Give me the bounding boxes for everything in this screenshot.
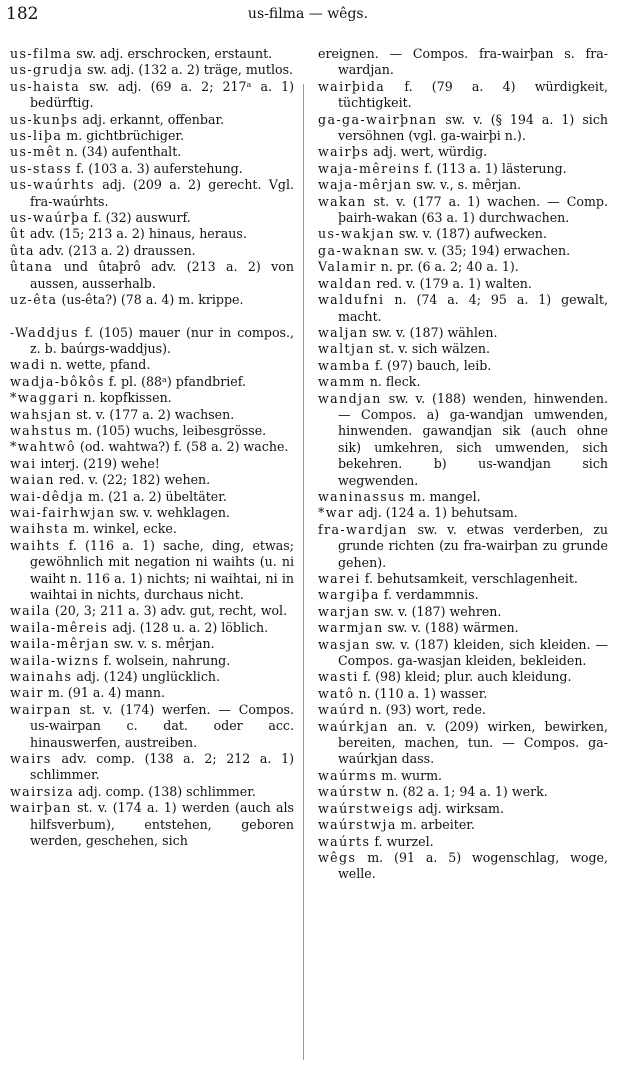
- dictionary-entry: [10, 177, 294, 210]
- dictionary-entry: [10, 112, 294, 128]
- entry-headword: wainahs: [10, 669, 73, 685]
- entry-headword: wairs: [10, 751, 52, 767]
- entry-definition: (od. wahtwa?) f. (58 a. 2) wache.: [75, 439, 289, 455]
- entry-headword: ga-ga-wairþnan: [318, 111, 438, 127]
- page-number: 182: [6, 4, 39, 24]
- dictionary-entry: [318, 374, 608, 390]
- entry-definition: sw. adj. erschrocken, erstaunt.: [72, 46, 273, 61]
- entry-definition: n. wette, pfand.: [45, 357, 151, 373]
- entry-headword: us-wakjan: [318, 226, 395, 242]
- entry-definition: n. (110 a. 1) wasser.: [354, 685, 488, 701]
- entry-definition: f. wolsein, nahrung.: [99, 652, 231, 668]
- dictionary-entry: [10, 243, 294, 259]
- entry-definition: f. verdammnis.: [379, 587, 479, 603]
- dictionary-entry: [10, 374, 294, 390]
- entry-headword: wasjan: [318, 636, 371, 652]
- dictionary-entry: [10, 292, 294, 308]
- entry-headword: waihts: [10, 537, 61, 553]
- entry-headword: waúrstweigs: [318, 800, 415, 816]
- entry-definition: sw. v., s. mêrjan.: [412, 177, 522, 193]
- entry-definition: sw. v. wehklagen.: [115, 504, 230, 520]
- entry-definition: f. (79 a. 4) würdigkeit, tüchtigkeit.: [338, 78, 608, 111]
- entry-definition: an. v. (209) wirken, bewirken, bereiten, machen, tun. — Compos. ga-waúrkjan dass.: [338, 718, 608, 767]
- entry-definition: m. gichtbrüchiger.: [62, 128, 185, 144]
- dictionary-entry: [10, 636, 294, 652]
- dictionary-entry: [318, 325, 608, 341]
- dictionary-entry: [318, 112, 608, 145]
- dictionary-entry: [318, 571, 608, 587]
- dictionary-entry: [318, 194, 608, 227]
- entry-headword: wahstus: [10, 422, 73, 438]
- entry-headword: wair: [10, 685, 44, 701]
- entry-headword: wadi: [10, 357, 46, 373]
- dictionary-entry: [318, 276, 608, 292]
- dictionary-entry: [10, 489, 294, 505]
- dictionary-entry: [10, 538, 294, 604]
- dictionary-entry: [10, 669, 294, 685]
- entry-definition: m. winkel, ecke.: [69, 521, 177, 537]
- dictionary-entry: [318, 489, 608, 505]
- entry-definition: f. (32) auswurf.: [89, 210, 191, 226]
- entry-definition: st. v. (174) werfen. — Compos. us-wairpan c. dat. oder acc. hinauswerfen, austreiben.: [30, 701, 294, 750]
- entry-definition: f. wurzel.: [370, 833, 434, 849]
- entry-headword: wairþs: [318, 144, 370, 160]
- entry-headword: wairþan: [10, 800, 72, 816]
- entry-definition: adv. (213 a. 2) draussen.: [34, 242, 196, 258]
- entry-definition: adv. comp. (138 a. 2; 212 a. 1) schlimmer.: [30, 751, 294, 783]
- dictionary-entry: [10, 423, 294, 439]
- dictionary-entry: [10, 751, 294, 784]
- running-head: us-filma — wêgs.: [247, 6, 369, 22]
- entry-definition: red. v. (179 a. 1) walten.: [372, 275, 532, 291]
- entry-headword: *waggari: [10, 390, 80, 406]
- dictionary-entry: [10, 456, 294, 472]
- dictionary-entry: [10, 800, 294, 849]
- entry-definition: sw. adj. (132 a. 2) träge, mutlos.: [83, 62, 294, 78]
- entry-headword: wadja-bôkôs: [10, 373, 105, 389]
- entry-definition: st. v. (174 a. 1) werden (auch als hilfsverbum), entstehen, geboren werden, geschehen, sich: [30, 800, 294, 849]
- dictionary-entry: [10, 390, 294, 406]
- entry-headword: waila: [10, 603, 51, 619]
- entry-headword: waila-mêreis: [10, 619, 109, 635]
- dictionary-entry: [318, 850, 608, 883]
- entry-headword: waian: [10, 472, 55, 488]
- dictionary-entry: [318, 834, 608, 850]
- entry-headword: Valamir: [318, 259, 377, 275]
- entry-definition: ereignen. — Compos. fra-wairþan s. fra-wardjan.: [318, 46, 608, 78]
- dictionary-entry: [318, 669, 608, 685]
- dictionary-entry: [318, 391, 608, 489]
- entry-headword: -Waddjus: [10, 324, 79, 340]
- entry-definition: m. (91 a. 4) mann.: [43, 685, 165, 701]
- entry-definition: f. (116 a. 1) sache, ding, etwas; gewöhnlich mit negation ni waihts (u. ni waiht n. 116 a. 1) nichts; ni waihtai, ni in waihtai in nichts, durchaus nicht.: [30, 537, 294, 602]
- entry-headword: waila-wizns: [10, 652, 100, 668]
- entry-headword: wakan: [318, 193, 367, 209]
- dictionary-entry: [10, 161, 294, 177]
- entry-headword: us-stass: [10, 160, 72, 176]
- entry-definition: m. (105) wuchs, leibesgrösse.: [72, 422, 267, 438]
- dictionary-entry: [318, 79, 608, 112]
- entry-definition: adj. wirksam.: [414, 800, 505, 816]
- entry-definition: st. v. (177 a. 2) wachsen.: [72, 406, 235, 422]
- entry-headword: fra-wardjan: [318, 521, 408, 537]
- entry-definition: f. (113 a. 1) lästerung.: [420, 160, 567, 176]
- dictionary-entry: [10, 259, 294, 292]
- entry-headword: wahsjan: [10, 406, 73, 422]
- entry-headword: *wahtwô: [10, 439, 76, 455]
- dictionary-entry: [318, 784, 608, 800]
- entry-definition: sw. v. (188) wenden, hinwenden. — Compos. a) ga-wandjan umwenden, hinwenden. gawandjan sik (auch ohne sik) umkehren, sich umwenden, sich bekehren. b) us-wandjan sich wegwenden.: [338, 390, 608, 488]
- entry-definition: f. (97) bauch, leib.: [370, 357, 492, 373]
- left-column: [10, 46, 294, 850]
- dictionary-entry: [10, 620, 294, 636]
- entry-definition: sw. v. s. mêrjan.: [109, 636, 215, 652]
- entry-definition: sw. v. (187) wehren.: [370, 603, 502, 619]
- dictionary-entry: [318, 46, 608, 79]
- dictionary-entry: [318, 505, 608, 521]
- dictionary-entry: [318, 341, 608, 357]
- entry-headword: wai-dêdja: [10, 488, 85, 504]
- dictionary-entry: [318, 719, 608, 768]
- entry-headword: waúrstw: [318, 784, 383, 800]
- entry-headword: *war: [318, 505, 355, 521]
- dictionary-entry: [10, 128, 294, 144]
- entry-definition: f. (105) mauer (nur in compos., z. b. baúrgs-waddjus).: [30, 324, 294, 356]
- entry-headword: watô: [318, 685, 355, 701]
- entry-headword: wai: [10, 455, 37, 471]
- entry-headword: waltjan: [318, 341, 375, 357]
- entry-headword: waninassus: [318, 488, 406, 504]
- dictionary-entry: [318, 801, 608, 817]
- dictionary-entry: [10, 439, 294, 455]
- entry-definition: (20, 3; 211 a. 3) adv. gut, recht, wol.: [50, 603, 288, 619]
- entry-headword: wairsiza: [10, 783, 75, 799]
- entry-definition: n. (82 a. 1; 94 a. 1) werk.: [382, 784, 548, 800]
- entry-definition: red. v. (22; 182) wehen.: [54, 472, 211, 488]
- column-divider: [303, 84, 304, 1060]
- entry-headword: waldufni: [318, 292, 385, 308]
- entry-definition: sw. v. (187) aufwecken.: [394, 226, 547, 242]
- entry-headword: ût: [10, 226, 26, 242]
- entry-definition: adj. comp. (138) schlimmer.: [74, 783, 256, 799]
- dictionary-entry: [318, 604, 608, 620]
- dictionary-entry: [10, 653, 294, 669]
- entry-definition: adv. (15; 213 a. 2) hinaus, heraus.: [25, 226, 247, 242]
- dictionary-entry: [318, 620, 608, 636]
- entry-headword: waúrd: [318, 702, 366, 718]
- entry-headword: waúrkjan: [318, 718, 389, 734]
- entry-headword: us-liþa: [10, 128, 63, 144]
- entry-definition: m. mangel.: [405, 488, 481, 504]
- dictionary-entry: [318, 161, 608, 177]
- dictionary-entry: [10, 325, 294, 358]
- dictionary-entry: [318, 226, 608, 242]
- dictionary-entry: [10, 521, 294, 537]
- entry-headword: waja-mêreins: [318, 160, 421, 176]
- entry-headword: ga-waknan: [318, 242, 401, 258]
- entry-definition: adj. (124 a. 1) behutsam.: [354, 505, 518, 521]
- entry-headword: waúrts: [318, 833, 371, 849]
- entry-definition: f. pl. (88ᵃ) pfandbrief.: [104, 373, 246, 389]
- entry-headword: ûta: [10, 242, 35, 258]
- dictionary-entry: [10, 685, 294, 701]
- entry-definition: m. (91 a. 5) wogenschlag, woge, welle.: [338, 849, 608, 882]
- entry-headword: warjan: [318, 603, 371, 619]
- dictionary-entry: [10, 472, 294, 488]
- entry-headword: wairpan: [10, 701, 72, 717]
- entry-headword: waldan: [318, 275, 373, 291]
- entry-definition: n. kopfkissen.: [79, 390, 172, 406]
- entry-headword: warmjan: [318, 620, 384, 636]
- entry-headword: wamba: [318, 357, 371, 373]
- dictionary-entry: [10, 226, 294, 242]
- entry-definition: f. (103 a. 3) auferstehung.: [72, 160, 243, 176]
- dictionary-entry: [318, 686, 608, 702]
- dictionary-entry: [10, 702, 294, 751]
- entry-headword: us-filma: [10, 46, 73, 61]
- entry-headword: us-waúrþa: [10, 210, 90, 226]
- entry-definition: und ûtaþrô adv. (213 a. 2) von aussen, ausserhalb.: [30, 259, 294, 291]
- entry-definition: n. pr. (6 a. 2; 40 a. 1).: [376, 259, 519, 275]
- entry-definition: adj. (124) unglücklich.: [72, 669, 220, 685]
- entry-definition: adj. wert, würdig.: [369, 144, 488, 160]
- entry-definition: m. wurm.: [377, 767, 443, 783]
- entry-headword: wai-fairhwjan: [10, 504, 116, 520]
- entry-definition: m. (21 a. 2) übeltäter.: [84, 488, 227, 504]
- dictionary-entry: [318, 292, 608, 325]
- entry-definition: sw. v. (188) wärmen.: [383, 620, 519, 636]
- entry-headword: waúrms: [318, 767, 378, 783]
- page-header: [6, 4, 610, 26]
- entry-definition: sw. v. (187) kleiden, sich kleiden. — Compos. ga-wasjan kleiden, bekleiden.: [338, 636, 608, 669]
- dictionary-entry: [318, 768, 608, 784]
- entry-definition: n. (34) aufenthalt.: [61, 144, 182, 160]
- entry-headword: uz-êta: [10, 292, 58, 308]
- entry-headword: wargiþa: [318, 587, 380, 603]
- entry-definition: adj. (128 u. a. 2) löblich.: [108, 619, 269, 635]
- entry-definition: (us-êta?) (78 a. 4) m. krippe.: [57, 292, 244, 308]
- entry-headword: wamm: [318, 374, 366, 390]
- entry-definition: st. v. (177 a. 1) wachen. — Comp. þairh-wakan (63 a. 1) durchwachen.: [338, 193, 608, 226]
- entry-definition: adj. (209 a. 2) gerecht. Vgl. fra-waúrhts.: [30, 177, 294, 209]
- entry-headword: waúrstwja: [318, 817, 397, 833]
- entry-headword: us-kunþs: [10, 111, 79, 127]
- entry-headword: us-waúrhts: [10, 177, 95, 193]
- dictionary-entry: [10, 784, 294, 800]
- dictionary-entry: [318, 259, 608, 275]
- dictionary-entry: [10, 79, 294, 112]
- dictionary-entry: [10, 144, 294, 160]
- dictionary-entry: [10, 357, 294, 373]
- dictionary-entry: [318, 637, 608, 670]
- entry-headword: us-mêt: [10, 144, 62, 160]
- entry-definition: sw. v. (§ 194 a. 1) sich versöhnen (vgl. ga-wairþi n.).: [338, 111, 608, 144]
- entry-headword: wasti: [318, 669, 359, 685]
- entry-headword: wandjan: [318, 390, 382, 406]
- right-column: [318, 46, 608, 883]
- entry-definition: n. (74 a. 4; 95 a. 1) gewalt, macht.: [338, 292, 608, 324]
- dictionary-entry: [318, 702, 608, 718]
- entry-definition: st. v. sich wälzen.: [374, 341, 491, 357]
- entry-headword: waila-mêrjan: [10, 636, 110, 652]
- entry-definition: sw. adj. (69 a. 2; 217ᵃ a. 1) bedürftig.: [30, 78, 294, 111]
- entry-definition: sw. v. (187) wählen.: [368, 324, 498, 340]
- entry-definition: n. fleck.: [365, 374, 421, 390]
- entry-headword: wêgs: [318, 849, 357, 865]
- entry-headword: waihsta: [10, 521, 70, 537]
- dictionary-entry: [318, 243, 608, 259]
- dictionary-entry: [318, 144, 608, 160]
- entry-definition: interj. (219) wehe!: [36, 455, 160, 471]
- dictionary-entry: [10, 505, 294, 521]
- entry-headword: ûtana: [10, 259, 54, 275]
- dictionary-entry: [10, 210, 294, 226]
- dictionary-entry: [10, 46, 294, 62]
- dictionary-entry: [318, 587, 608, 603]
- entry-definition: f. behutsamkeit, verschlagenheit.: [360, 571, 578, 586]
- entry-definition: adj. erkannt, offenbar.: [78, 111, 225, 127]
- dictionary-entry: [318, 817, 608, 833]
- entry-headword: us-haista: [10, 78, 81, 94]
- dictionary-entry: [10, 603, 294, 619]
- dictionary-entry: [318, 358, 608, 374]
- entry-definition: m. arbeiter.: [396, 817, 475, 833]
- dictionary-entry: [10, 62, 294, 78]
- entry-headword: waja-mêrjan: [318, 177, 413, 193]
- entry-headword: wairþida: [318, 78, 386, 94]
- dictionary-entry: [318, 177, 608, 193]
- entry-headword: warei: [318, 571, 361, 586]
- entry-definition: sw. v. etwas verderben, zu grunde richten (zu fra-wairþan zu grunde gehen).: [338, 521, 608, 570]
- entry-headword: us-grudja: [10, 62, 84, 78]
- entry-definition: f. (98) kleid; plur. auch kleidung.: [358, 669, 572, 685]
- entry-definition: sw. v. (35; 194) erwachen.: [400, 242, 571, 258]
- dictionary-entry: [10, 407, 294, 423]
- entry-headword: waljan: [318, 324, 369, 340]
- dictionary-entry: [318, 522, 608, 571]
- entry-definition: n. (93) wort, rede.: [365, 702, 486, 718]
